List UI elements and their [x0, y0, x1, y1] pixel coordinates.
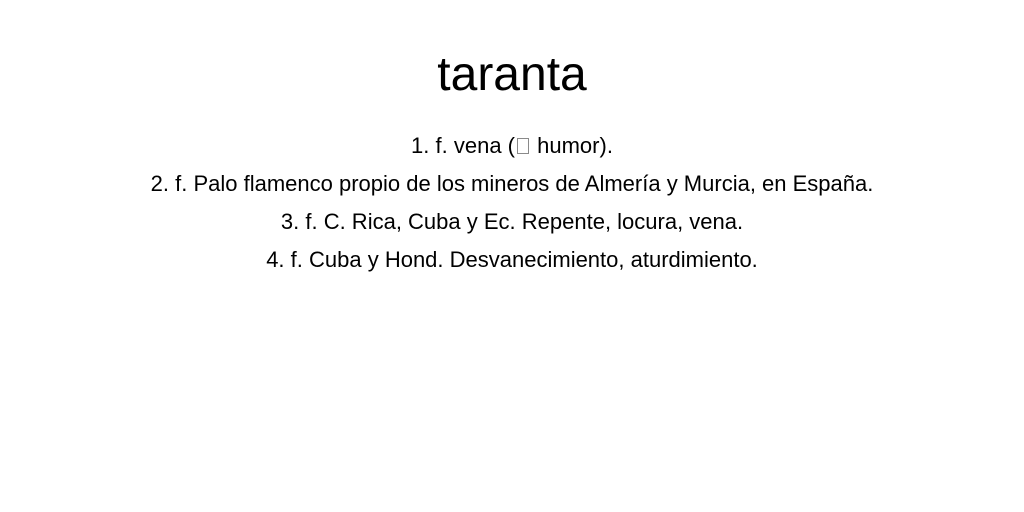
definition-list: [0, 127, 1024, 279]
definition-number: 2.: [150, 171, 169, 196]
definition-text-after-symbol: humor).: [531, 133, 613, 158]
definition-text-before-symbol: f. vena (: [435, 133, 516, 158]
definition-2: [0, 165, 1024, 203]
definition-3: [0, 203, 1024, 241]
definition-text: f. C. Rica, Cuba y Ec. Repente, locura, vena.: [305, 209, 744, 234]
missing-glyph-icon: [517, 138, 529, 154]
headword: taranta: [437, 48, 587, 101]
definition-text: f. Palo flamenco propio de los mineros de Almería y Murcia, en España.: [175, 171, 874, 196]
definition-number: 4.: [266, 247, 285, 272]
definition-4: [0, 241, 1024, 279]
definition-number: 1.: [411, 133, 430, 158]
definition-text: f. Cuba y Hond. Desvanecimiento, aturdimiento.: [290, 247, 758, 272]
definition-number: 3.: [280, 209, 300, 234]
definition-1: [0, 127, 1024, 165]
